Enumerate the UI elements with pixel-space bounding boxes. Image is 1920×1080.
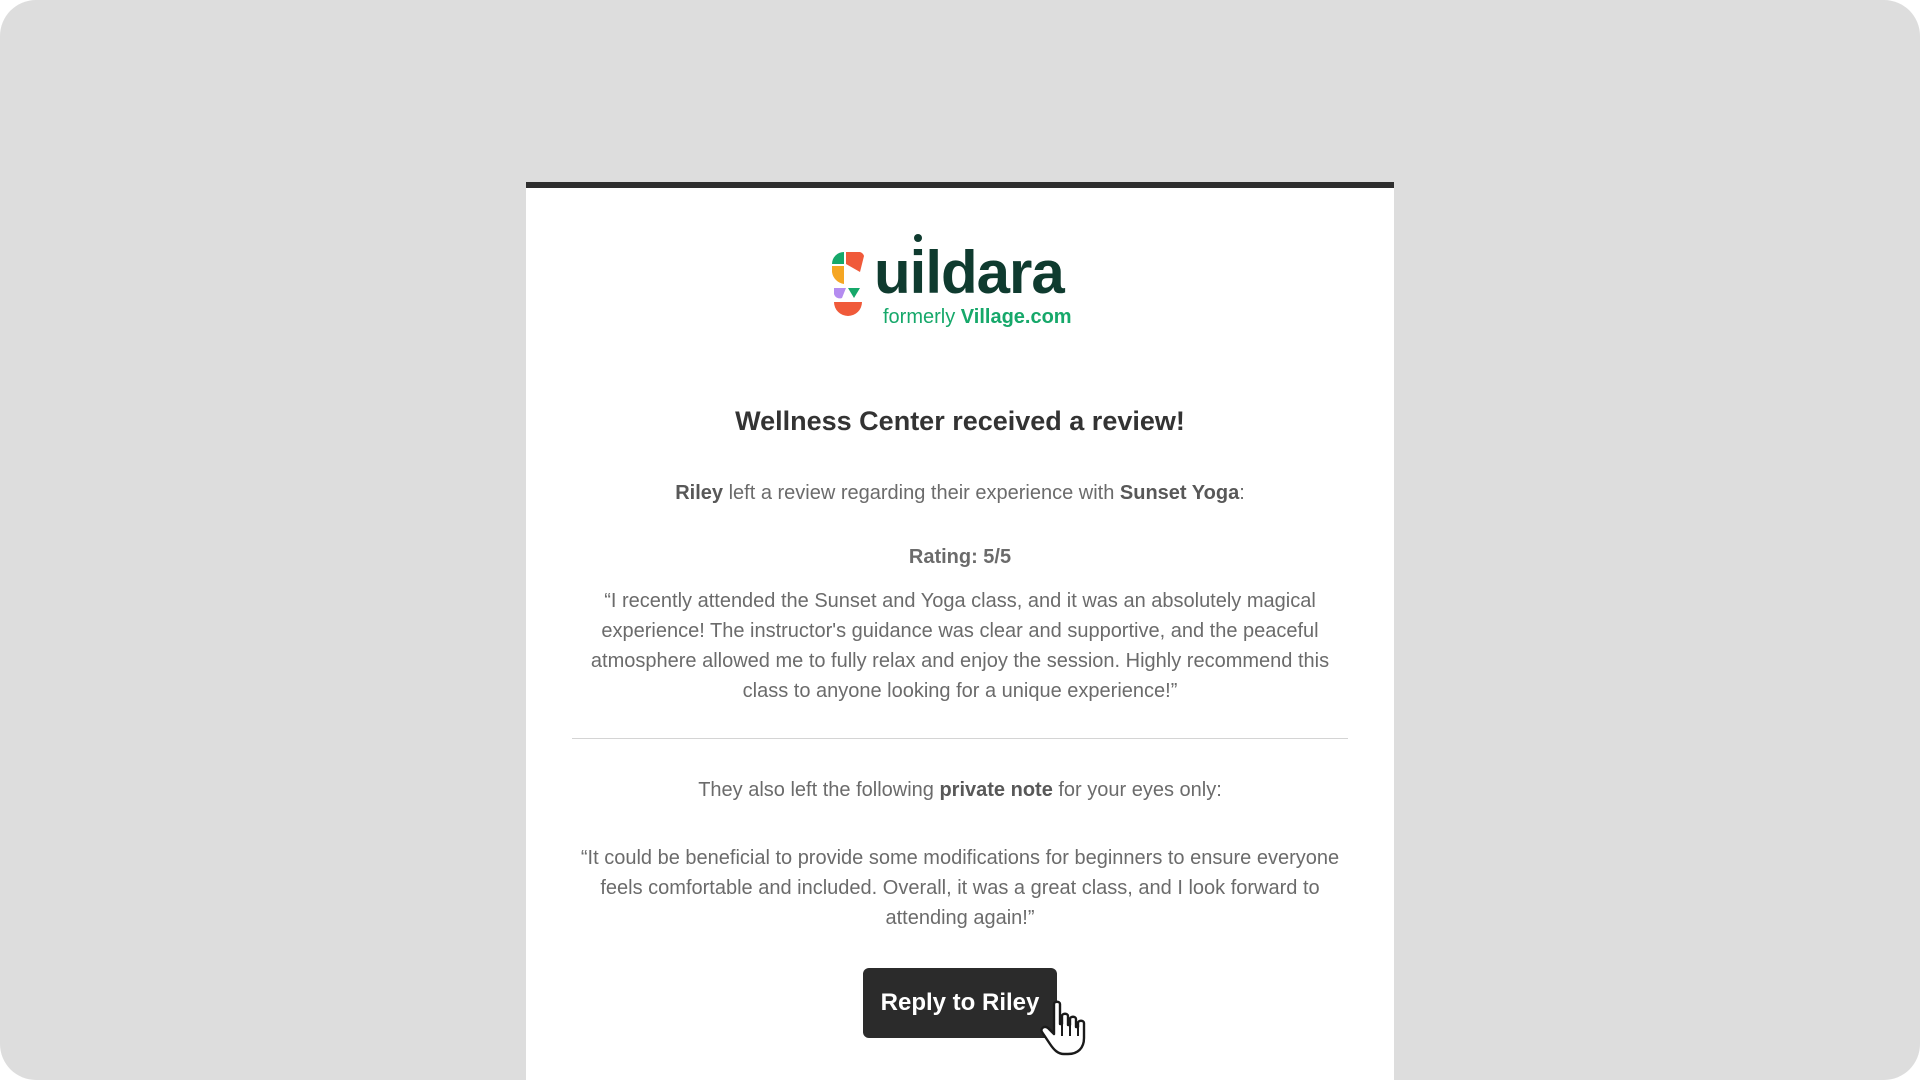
private-note-text: “It could be beneficial to provide some modifications for beginners to ensure everyone feels comfortable and included. Overall, it was a great class, and I look forward to attending again!” <box>580 847 1340 929</box>
private-emphasis: private note <box>939 779 1053 801</box>
reply-button[interactable]: Reply to Riley <box>863 968 1057 1038</box>
divider <box>572 738 1348 739</box>
logo-tagline-brand: Village.com <box>960 306 1072 328</box>
email-heading: Wellness Center received a review! <box>735 406 1185 436</box>
review-text: “I recently attended the Sunset and Yoga class, and it was an absolutely magical experience! The instructor's guidance was clear and supportive, and the peaceful atmosphere allowed me to fully relax and enjoy the session. Highly recommend this class to anyone looking for a unique experience!” <box>590 590 1330 702</box>
logo-tagline-prefix: formerly <box>883 306 961 328</box>
email-card <box>526 182 1394 1080</box>
class-name: Sunset Yoga <box>1119 482 1240 504</box>
reviewer-name: Riley <box>675 482 724 504</box>
intro-suffix: : <box>1239 482 1245 504</box>
private-note-intro <box>526 779 1394 802</box>
guildara-logo <box>526 240 1394 332</box>
hand-pointer-icon <box>1040 1000 1090 1056</box>
logo-mark-icon <box>830 250 874 320</box>
logo-tagline <box>883 306 1072 329</box>
logo-wordmark: uildara <box>874 239 1064 306</box>
private-suffix: for your eyes only: <box>1052 779 1222 801</box>
intro-middle: left a review regarding their experience with <box>723 482 1120 504</box>
rating-label: Rating: 5/5 <box>908 546 1012 568</box>
private-prefix: They also left the following <box>698 779 940 801</box>
review-intro <box>526 482 1394 505</box>
